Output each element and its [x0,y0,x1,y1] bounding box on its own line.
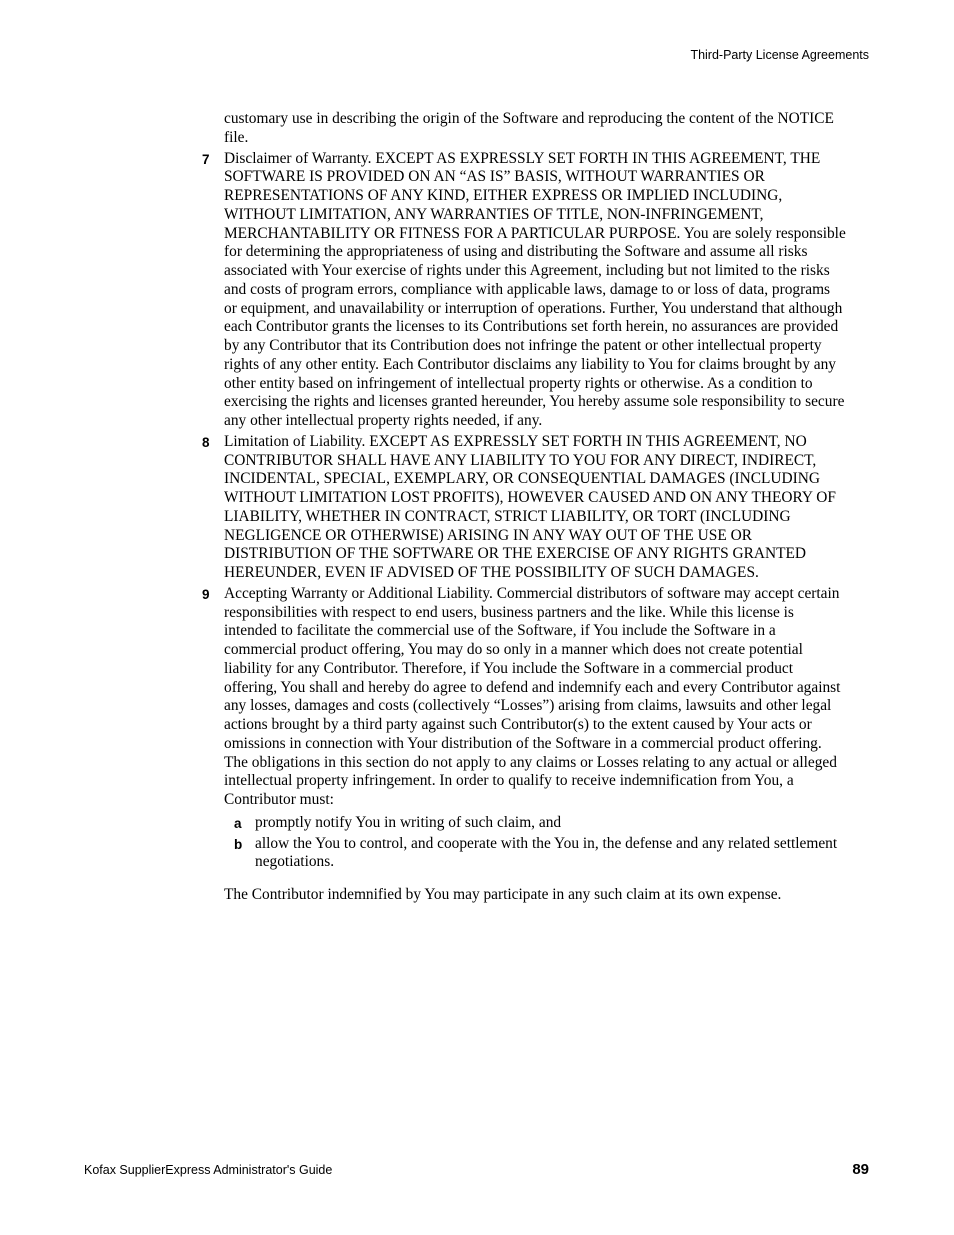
closing-paragraph: The Contributor indemnified by You may participate in any such claim at its own expense. [224,886,782,903]
clause-text: Accepting Warranty or Additional Liability. Commercial distributors of software may accept certain responsibilities with respect to end users, business partners and the like. While this license is intended to facilitate the commercial use of the Software, if You include the Software in a commercial product offering, You may do so only in a manner which does not create potential liability for any Contributor. Therefore, if You include the Software in a commercial product offering, You shall and hereby do agree to defend and indemnify each and every Contributor against any losses, damages and costs (collectively “Losses”) arising from claims, lawsuits and other legal actions brought by a third party against such Contributor(s) to the extent caused by Your acts or omissions in connection with Your distribution of the Software in a commercial product offering. The obligations in this section do not apply to any claims or Losses relating to any actual or alleged intellectual property infringement. In order to qualify to receive indemnification from You, a Contributor must: [224,584,841,808]
running-header: Third-Party License Agreements [690,48,869,62]
clause-number: 7 [202,151,210,167]
intro-paragraph: customary use in describing the origin of the Software and reproducing the content of the NOTICE file. [224,110,834,146]
clause-9 [202,584,846,905]
subitem-letter: b [234,836,243,852]
clause-8 [202,432,846,583]
page-number: 89 [852,1161,869,1178]
subitem-letter: a [234,815,242,831]
subitem-b [234,834,846,873]
footer-guide-title: Kofax SupplierExpress Administrator's Guide [84,1163,333,1177]
subitem-text: allow the You to control, and cooperate with the You in, the defense and any related settlement negotiations. [255,834,838,871]
license-body [202,110,846,907]
clause-text: Limitation of Liability. EXCEPT AS EXPRESSLY SET FORTH IN THIS AGREEMENT, NO CONTRIBUTOR SHALL HAVE ANY LIABILITY TO YOU FOR ANY DIRECT, INDIRECT, INCIDENTAL, SPECIAL, EXEMPLARY, OR CONSEQUENTIAL DAMAGES (INCLUDING WITHOUT LIMITATION LOST PROFITS), HOWEVER CAUSED AND ON ANY THEORY OF LIABILITY, WHETHER IN CONTRACT, STRICT LIABILITY, OR TORT (INCLUDING NEGLIGENCE OR OTHERWISE) ARISING IN ANY WAY OUT OF THE USE OR DISTRIBUTION OF THE SOFTWARE OR THE EXERCISE OF ANY RIGHTS GRANTED HEREUNDER, EVEN IF ADVISED OF THE POSSIBILITY OF SUCH DAMAGES. [224,432,836,581]
clause-number: 9 [202,586,210,602]
clause-number: 8 [202,434,210,450]
clause-9-sublist [234,813,846,872]
subitem-text: promptly notify You in writing of such claim, and [255,813,562,831]
subitem-a [234,813,846,833]
clause-text: Disclaimer of Warranty. EXCEPT AS EXPRESSLY SET FORTH IN THIS AGREEMENT, THE SOFTWARE IS PROVIDED ON AN “AS IS” BASIS, WITHOUT WARRANTIES OR REPRESENTATIONS OF ANY KIND, EITHER EXPRESS OR IMPLIED INCLUDING, WITHOUT LIMITATION, ANY WARRANTIES OF TITLE, NON-INFRINGEMENT, MERCHANTABILITY OR FITNESS FOR A PARTICULAR PURPOSE. You are solely responsible for determining the appropriateness of using and distributing the Software and assume all risks associated with Your exercise of rights under this Agreement, including but not limited to the risks and costs of program errors, compliance with applicable laws, damage to or loss of data, programs or equipment, and unavailability or interruption of operations. Further, You understand that although each Contributor grants the licenses to its Contributions set forth herein, no assurances are provided by any Contributor that its Contribution does not infringe the patent or other intellectual property rights of any other entity. Each Contributor disclaims any liability to You for claims brought by any other entity based on infringement of intellectual property rights or otherwise. As a condition to exercising the rights and licenses granted hereunder, You hereby assume sole responsibility to secure any other intellectual property rights needed, if any. [224,149,846,429]
clause-7 [202,149,846,431]
